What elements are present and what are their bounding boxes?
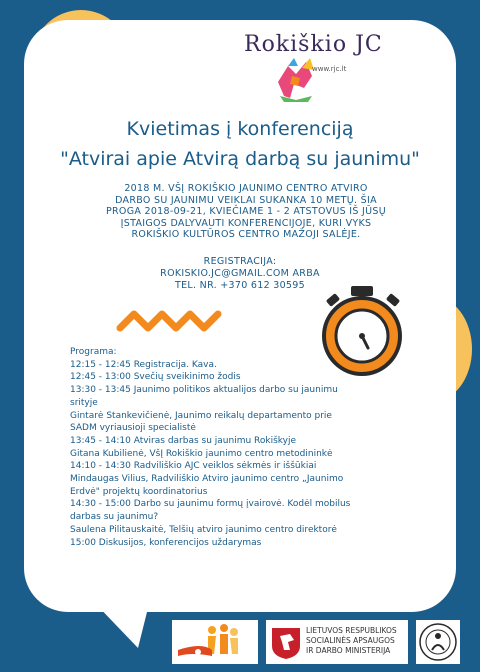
intro-line: 2018 M. VŠĮ ROKIŠKIO JAUNIMO CENTRO ATVIRO <box>124 183 368 194</box>
intro-line: ĮSTAIGOS DALYVAUTI KONFERENCIJOJE, KURI VYKS <box>120 217 372 229</box>
brand-title: Rokiškio JC <box>244 32 383 57</box>
ministry-line: LIETUVOS RESPUBLIKOS <box>306 626 397 635</box>
intro-line: ROKIŠKIO KULTŪROS CENTRO MAŽOJI SALĖJE. <box>131 229 361 240</box>
program-line: SADM vyriausioji specialistė <box>70 423 196 434</box>
intro-line: PROGA 2018-09-21, KVIEČIAME 1 - 2 ATSTOVUS IŠ JŪSŲ <box>106 206 386 217</box>
program-line: Gintarė Stankevičienė, Jaunimo reikalų departamento prie <box>70 410 332 421</box>
ajc-people-icon <box>172 620 258 664</box>
program-line: Mindaugas Vilius, Radviliškio Atviro jaunimo centro „Jaunimo <box>70 474 344 485</box>
program-line: 12:45 - 13:00 Svečių sveikinimo žodis <box>70 372 241 383</box>
program-line: 13:30 - 13:45 Jaunimo politikos aktualijos darbo su jaunimu <box>70 385 338 396</box>
round-emblem-logo <box>416 620 460 664</box>
title-line-2: "Atvirai apie Atvirą darbą su jaunimu" <box>60 148 420 170</box>
ministry-line: IR DARBO MINISTERIJA <box>306 646 391 655</box>
program-line: srityje <box>70 397 98 408</box>
program-line: 12:15 - 12:45 Registracija. Kava. <box>70 359 217 370</box>
ajc-logo <box>172 620 258 664</box>
intro-line: DARBO SU JAUNIMU VEIKLAI SUKANKA 10 METŲ. ŠIA <box>115 194 377 206</box>
registration-phone: TEL. NR. +370 612 30595 <box>175 280 305 291</box>
coat-of-arms-icon <box>270 626 302 660</box>
sponsor-logos <box>172 620 460 664</box>
horse-logo-icon <box>272 52 322 108</box>
brand-url: www.rjc.lt <box>312 65 347 73</box>
zigzag-decoration <box>116 306 228 334</box>
round-emblem-icon <box>416 620 460 664</box>
program <box>70 346 410 549</box>
registration-email: ROKISKIO.JC@GMAIL.COM ARBA <box>160 268 320 279</box>
program-line: 14:30 - 15:00 Darbo su jaunimu formų įvairovė. Kodėl mobilus <box>70 499 351 510</box>
program-line: 13:45 - 14:10 Atviras darbas su jaunimu Rokiškyje <box>70 435 297 446</box>
ministry-line: SOCIALINĖS APSAUGOS <box>306 636 395 645</box>
ministry-logo <box>266 620 408 664</box>
program-line: 15:00 Diskusijos, konferencijos uždarymas <box>70 537 262 548</box>
registration-heading: REGISTRACIJA: <box>203 256 277 267</box>
program-line: Gitana Kubilienė, VšĮ Rokiškio jaunimo centro metodininkė <box>70 448 333 459</box>
program-line: Saulena Pilitauskaitė, Telšių atviro jaunimo centro direktorė <box>70 524 337 535</box>
program-line: 14:10 - 14:30 Radviliškio AJC veiklos sėkmės ir iššūkiai <box>70 461 317 472</box>
program-line: Erdvė" projektų koordinatorius <box>70 486 208 497</box>
program-line: darbas su jaunimu? <box>70 512 159 523</box>
program-heading: Programa: <box>70 347 117 357</box>
ministry-name <box>306 626 397 656</box>
intro-text <box>82 183 410 241</box>
title-line-1: Kvietimas į konferenciją <box>126 118 354 140</box>
